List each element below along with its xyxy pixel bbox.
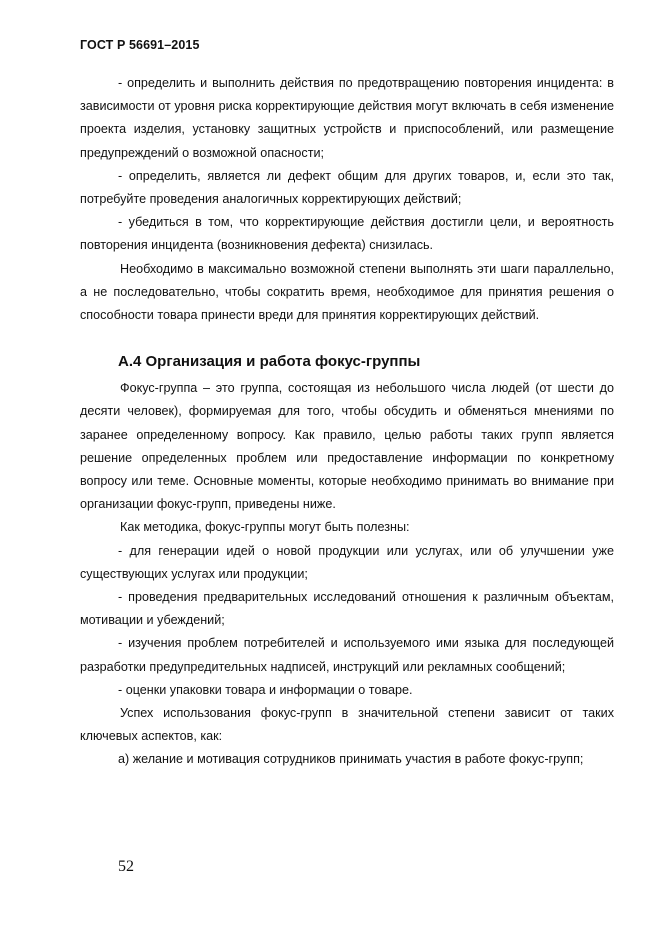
list-item: - оценки упаковки товара и информации о товаре. (118, 682, 413, 697)
paragraph: Необходимо в максимально возможной степени выполнять эти шаги параллельно, а не последовательно, чтобы сократить время, необходимое для принятия решения о способности товара принести вреди для принятия корректирующих действий. (80, 261, 614, 323)
paragraph: Как методика, фокус-группы могут быть полезны: (120, 520, 410, 535)
list-item: - для генерации идей о новой продукции или услугах, или об улучшении уже существующих услугах или продукции; (80, 543, 614, 581)
paragraph: Успех использования фокус-групп в значительной степени зависит от таких ключевых аспектов, как: (80, 706, 614, 744)
list-item: а) желание и мотивация сотрудников принимать участия в работе фокус-групп; (118, 752, 584, 767)
paragraph-item: - убедиться в том, что корректирующие действия достигли цели, и вероятность повторения инцидента (возникновения дефекта) снизилась. (80, 215, 614, 253)
section-heading: А.4 Организация и работа фокус-группы (118, 353, 421, 371)
list-item: - проведения предварительных исследований отношения к различным объектам, мотивации и убеждений; (80, 590, 614, 628)
document-body (80, 72, 614, 772)
paragraph-item: - определить, является ли дефект общим для других товаров, и, если это так, потребуйте проведения аналогичных корректирующих действий; (80, 168, 614, 207)
list-item: - изучения проблем потребителей и используемого ими языка для последующей разработки предупредительных надписей, инструкций или рекламных сообщений; (80, 636, 614, 674)
page-number: 52 (118, 858, 134, 875)
paragraph-item: - определить и выполнить действия по предотвращению повторения инцидента: в зависимости от уровня риска корректирующие действия могут включать в себя изменение проекта изделия, установку защитных устройств и приспособлений, или размещение предупреждений о возможной опасности; (80, 76, 614, 160)
paragraph: Фокус-группа – это группа, состоящая из небольшого числа людей (от шести до десяти человек), формируемая для того, чтобы обсудить и обменяться мнениями по заранее определенному вопросу. Как правило, целью работы таких групп является решение определенных проблем или предоставление информации по конкретному вопросу или теме. Основные моменты, которые необходимо принимать во внимание при организации фокус-групп, приведены ниже. (80, 381, 614, 512)
standard-header: ГОСТ Р 56691–2015 (80, 38, 200, 52)
